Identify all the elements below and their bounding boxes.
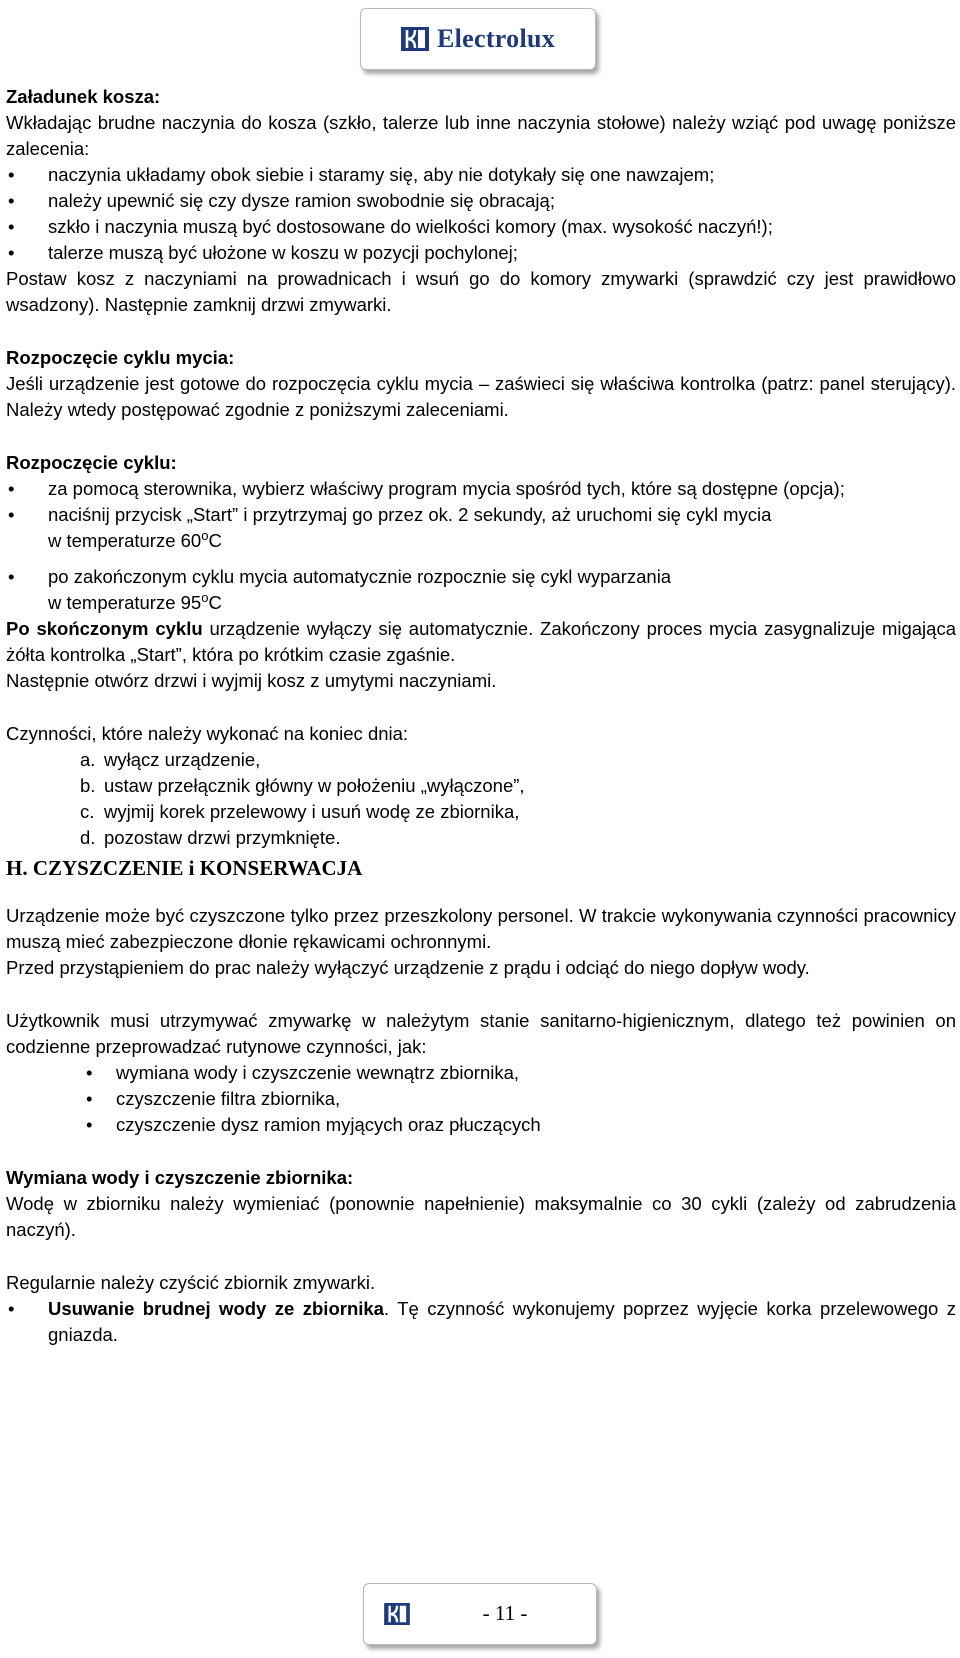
list-item: • należy upewnić się czy dysze ramion swobodnie się obracają;	[6, 188, 956, 214]
page-number: - 11 -	[482, 1601, 528, 1625]
list-item: • wymiana wody i czyszczenie wewnątrz zbiornika,	[6, 1060, 956, 1086]
regular-cleaning-text: Regularnie należy czyścić zbiornik zmywarki.	[6, 1272, 376, 1293]
water-change-text: Wodę w zbiorniku należy wymieniać (ponownie napełnienie) maksymalnie co 30 cykli (zależy od zabrudzenia naczyń).	[6, 1193, 956, 1240]
end-of-day-list	[6, 747, 956, 851]
cleaning-para-2: Przed przystąpieniem do prac należy wyłączyć urządzenie z prądu i odciąć do niego dopływ wody.	[6, 957, 810, 978]
list-item: • naczynia układamy obok siebie i staramy się, aby nie dotykały się one nawzajem;	[6, 162, 956, 188]
list-marker: b.	[80, 775, 96, 796]
loading-intro: Wkładając brudne naczynia do kosza (szkło, talerze lub inne naczynia stołowe) należy wziąć pod uwagę poniższe zalecenia:	[6, 112, 956, 159]
degree-sup: o	[201, 527, 209, 543]
list-item: • za pomocą sterownika, wybierz właściwy program mycia spośród tych, które są dostępne (opcja);	[6, 476, 956, 502]
list-item: • talerze muszą być ułożone w koszu w pozycji pochylonej;	[6, 240, 956, 266]
list-item	[6, 502, 956, 554]
list-item	[6, 799, 956, 825]
list-marker: c.	[80, 801, 95, 822]
temp-unit: C	[208, 530, 222, 551]
section-heading-cleaning: H. CZYSZCZENIE i KONSERWACJA	[6, 856, 363, 880]
list-item: • szkło i naczynia muszą być dostosowane do wielkości komory (max. wysokość naczyń!);	[6, 214, 956, 240]
list-item: • czyszczenie filtra zbiornika,	[6, 1086, 956, 1112]
list-marker: a.	[80, 749, 96, 770]
drain-water-bold: Usuwanie brudnej wody ze zbiornika	[48, 1298, 384, 1319]
list-item-text: ustaw przełącznik główny w położeniu „wyłączone”,	[104, 775, 525, 796]
temp-unit: C	[208, 592, 222, 613]
water-bullets	[6, 1296, 956, 1348]
wash-start-text: Jeśli urządzenie jest gotowe do rozpoczęcia cyklu mycia – zaświeci się właściwa kontrolka (patrz: panel sterujący). Należy wtedy postępować zgodnie z poniższymi zaleceniami.	[6, 373, 956, 420]
brand-name: Electrolux	[436, 24, 556, 53]
cleaning-para-3: Użytkownik musi utrzymywać zmywarkę w należytym stanie sanitarno-higienicznym, dlatego też powinien on codzienne przeprowadzać rutynowe czynności, jak:	[6, 1010, 956, 1057]
temp-prefix: w temperaturze 95	[48, 592, 202, 613]
list-item-text: pozostaw drzwi przymknięte.	[104, 827, 341, 848]
section-title-cycle-start: Rozpoczęcie cyklu:	[6, 452, 177, 473]
list-item-text: wyłącz urządzenie,	[104, 749, 261, 770]
degree-sup: o	[201, 589, 209, 605]
list-item	[6, 564, 956, 616]
document-body	[6, 84, 956, 1348]
list-marker: d.	[80, 827, 96, 848]
cycle-finished-line2: Następnie otwórz drzwi i wyjmij kosz z umytymi naczyniami.	[6, 670, 497, 691]
loading-bullets	[6, 162, 956, 266]
list-item	[6, 1296, 956, 1348]
cycle-bullets	[6, 476, 956, 616]
cycle-step-text: naciśnij przycisk „Start” i przytrzymaj go przez ok. 2 sekundy, aż uruchomi się cykl mycia	[48, 504, 772, 525]
electrolux-logo-icon	[401, 27, 429, 51]
temp-prefix: w temperaturze 60	[48, 530, 202, 551]
section-title-water-change: Wymiana wody i czyszczenie zbiornika:	[6, 1167, 354, 1188]
list-item-text: wyjmij korek przelewowy i usuń wodę ze zbiornika,	[104, 801, 520, 822]
electrolux-logo-icon	[384, 1603, 410, 1625]
section-title-wash-start: Rozpoczęcie cyklu mycia:	[6, 347, 235, 368]
cycle-finished-bold: Po skończonym cyklu	[6, 618, 203, 639]
end-of-day-title: Czynności, które należy wykonać na koniec dnia:	[6, 723, 409, 744]
cycle-finished-text	[6, 616, 956, 668]
list-item: • czyszczenie dysz ramion myjących oraz płuczących	[6, 1112, 956, 1138]
footer-page-box	[363, 1583, 597, 1645]
cycle-step-text: po zakończonym cyklu mycia automatycznie rozpocznie się cykl wyparzania	[48, 566, 672, 587]
cycle-finished-rest: urządzenie wyłączy się automatycznie. Zakończony proces mycia zasygnalizuje migająca żółta kontrolka „Start”, która po krótkim czasie zgaśnie.	[6, 618, 956, 665]
drain-water-text: . Tę czynność wykonujemy poprzez wyjęcie korka przelewowego z gniazda.	[48, 1298, 956, 1345]
header-logo	[360, 8, 596, 70]
list-item	[6, 773, 956, 799]
cleaning-para-1: Urządzenie może być czyszczone tylko przez przeszkolony personel. W trakcie wykonywania czynności pracownicy muszą mieć zabezpieczone dłonie rękawicami ochronnymi.	[6, 905, 956, 952]
section-title-loading: Załadunek kosza:	[6, 86, 161, 107]
cleaning-bullets	[6, 1060, 956, 1138]
list-item	[6, 825, 956, 851]
list-item	[6, 747, 956, 773]
loading-outro: Postaw kosz z naczyniami na prowadnicach i wsuń go do komory zmywarki (sprawdzić czy jest prawidłowo wsadzony). Następnie zamknij drzwi zmywarki.	[6, 268, 956, 315]
